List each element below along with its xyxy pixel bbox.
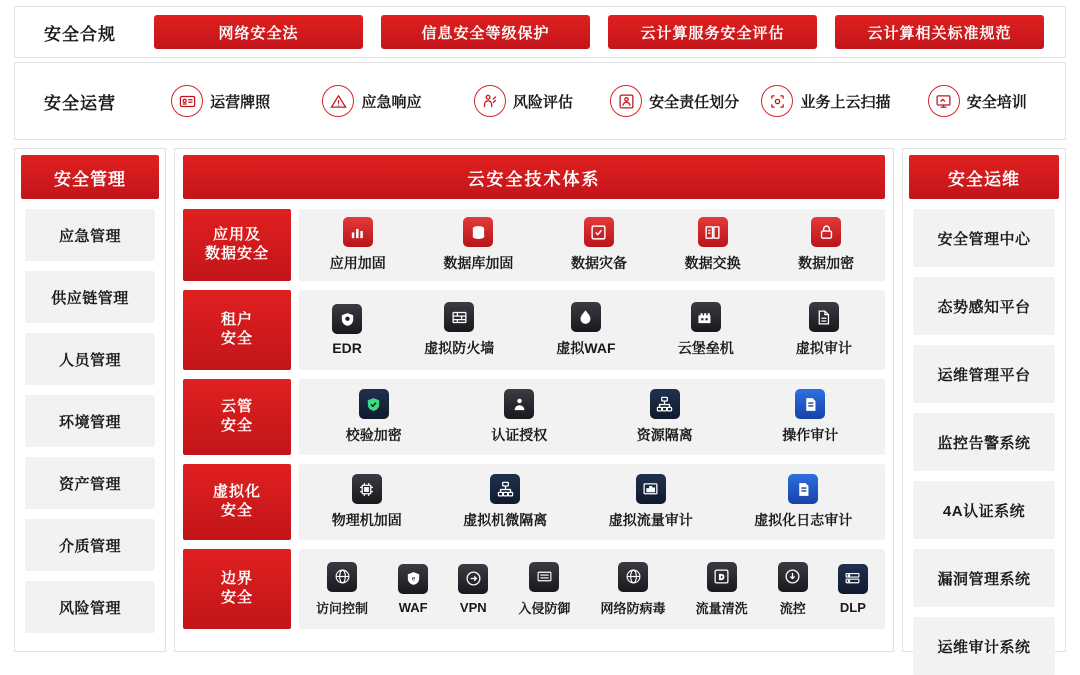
- cell-label: 操作审计: [782, 427, 839, 443]
- cell-label: 虚拟WAF: [556, 340, 616, 356]
- cell-flow-control[interactable]: [776, 562, 810, 617]
- training-icon: [928, 85, 960, 117]
- row-cloud-mgmt-security: [183, 379, 885, 455]
- auth-person-icon: [504, 389, 534, 419]
- security-management-column: [14, 148, 166, 652]
- sidebar-item-personnel[interactable]: 人员管理: [25, 333, 155, 385]
- row-app-data-security: [183, 209, 885, 281]
- cell-resource-isolation[interactable]: [635, 389, 695, 445]
- cell-label: 认证授权: [491, 427, 548, 443]
- row-label-line1: 虚拟化: [212, 483, 261, 501]
- sidebar-item-ops-management-platform[interactable]: 运维管理平台: [913, 345, 1055, 403]
- cell-data-backup[interactable]: [569, 217, 629, 273]
- row-label-line1: 边界: [220, 570, 253, 588]
- operation-item-risk-assessment[interactable]: [448, 85, 599, 117]
- sidebar-item-asset[interactable]: 资产管理: [25, 457, 155, 509]
- sidebar-item-monitoring-alarm[interactable]: 监控告警系统: [913, 413, 1055, 471]
- operation-item-label: 运营牌照: [210, 93, 271, 111]
- data-backup-icon: [584, 217, 614, 247]
- row-body-boundary-security: [299, 549, 885, 629]
- cell-label: 入侵防御: [518, 600, 571, 616]
- access-control-icon: [327, 562, 357, 592]
- virtual-audit-icon: [809, 302, 839, 332]
- row-label-boundary-security: [183, 549, 291, 629]
- row-label-virtualization-security: [183, 464, 291, 540]
- svg-text:D: D: [719, 573, 725, 582]
- cell-label: 数据灾备: [570, 255, 627, 271]
- cell-label: 应用加固: [329, 255, 386, 271]
- waf-shield-icon: [398, 564, 428, 594]
- sidebar-item-vulnerability-management[interactable]: 漏洞管理系统: [913, 549, 1055, 607]
- operation-item-emergency-response[interactable]: [296, 85, 447, 117]
- cell-virtual-waf[interactable]: [554, 302, 617, 358]
- sidebar-item-risk[interactable]: 风险管理: [25, 581, 155, 633]
- svg-text:e: e: [411, 575, 415, 583]
- operation-item-license[interactable]: [145, 85, 296, 117]
- compliance-chip[interactable]: 网络安全法: [154, 15, 363, 49]
- cell-label: EDR: [332, 340, 362, 356]
- row-label-line2: 数据安全: [204, 245, 269, 262]
- sidebar-item-ops-audit[interactable]: 运维审计系统: [913, 617, 1055, 675]
- cell-label: 校验加密: [345, 427, 402, 443]
- cell-label: 虚拟化日志审计: [754, 512, 853, 528]
- cell-label: 访问控制: [316, 600, 369, 616]
- operation-band-items: [145, 85, 1065, 117]
- cell-data-encrypt[interactable]: [796, 217, 856, 273]
- cell-app-harden[interactable]: [328, 217, 388, 273]
- cell-label: 数据交换: [684, 255, 741, 271]
- cell-verify-encrypt[interactable]: [344, 389, 404, 445]
- operation-item-label: 安全责任划分: [649, 93, 740, 111]
- row-tenant-security: [183, 290, 885, 370]
- cell-virtual-firewall[interactable]: [422, 302, 496, 358]
- physical-host-harden-icon: [352, 474, 382, 504]
- compliance-chip[interactable]: 云计算相关标准规范: [835, 15, 1044, 49]
- cell-database-harden[interactable]: [441, 217, 515, 273]
- cell-traffic-cleaning[interactable]: [694, 562, 750, 617]
- cell-label: 虚拟审计: [795, 340, 852, 356]
- cell-label: 流量清洗: [695, 600, 748, 616]
- sidebar-item-4a-authentication[interactable]: 4A认证系统: [913, 481, 1055, 539]
- traffic-cleaning-icon: [707, 562, 737, 592]
- row-label-line1: 云管: [220, 398, 253, 416]
- virtual-traffic-audit-icon: [636, 474, 666, 504]
- cell-virtual-traffic-audit[interactable]: [607, 474, 695, 530]
- virtual-firewall-icon: [444, 302, 474, 332]
- compliance-band-title: 安全合规: [44, 24, 116, 44]
- sidebar-item-emergency[interactable]: 应急管理: [25, 209, 155, 261]
- compliance-chip[interactable]: 云计算服务安全评估: [608, 15, 817, 49]
- cloud-security-tech-system: [174, 148, 894, 652]
- security-management-title: 安全管理: [21, 155, 159, 199]
- sidebar-item-situational-awareness[interactable]: 态势感知平台: [913, 277, 1055, 335]
- compliance-band-items: [145, 15, 1065, 49]
- verify-encrypt-shield-icon: [359, 389, 389, 419]
- row-virtualization-security: [183, 464, 885, 540]
- cell-data-exchange[interactable]: [683, 217, 743, 273]
- operation-band: [14, 62, 1066, 140]
- virtualization-log-audit-icon: [788, 474, 818, 504]
- cell-dlp[interactable]: [836, 564, 870, 615]
- app-harden-icon: [343, 217, 373, 247]
- sidebar-item-supply-chain[interactable]: 供应链管理: [25, 271, 155, 323]
- data-encrypt-lock-icon: [811, 217, 841, 247]
- virtual-waf-icon: [571, 302, 601, 332]
- operation-audit-icon: [795, 389, 825, 419]
- cell-label: 物理机加固: [331, 512, 402, 528]
- row-boundary-security: [183, 549, 885, 629]
- row-label-line2: 安全: [220, 502, 253, 519]
- cell-label: 数据库加固: [443, 255, 514, 271]
- edr-icon: [332, 304, 362, 334]
- cell-access-control[interactable]: [314, 562, 370, 617]
- cell-edr[interactable]: [330, 304, 364, 356]
- cell-label: 资源隔离: [636, 427, 693, 443]
- operation-item-training[interactable]: [902, 85, 1053, 117]
- operation-item-label: 风险评估: [512, 93, 573, 111]
- scan-icon: [761, 85, 793, 117]
- warning-triangle-icon: [322, 85, 354, 117]
- responsibility-icon: [610, 85, 642, 117]
- compliance-chip[interactable]: 信息安全等级保护: [381, 15, 590, 49]
- database-harden-icon: [463, 217, 493, 247]
- cell-label: WAF: [398, 599, 428, 615]
- cell-operation-audit[interactable]: [780, 389, 840, 445]
- sidebar-item-security-management-center[interactable]: 安全管理中心: [913, 209, 1055, 267]
- row-body-tenant-security: [299, 290, 885, 370]
- security-operations-title: 安全运维: [909, 155, 1059, 199]
- data-exchange-icon: [698, 217, 728, 247]
- cell-label: 虚拟防火墙: [424, 340, 495, 356]
- bastion-host-icon: [691, 302, 721, 332]
- cell-virtual-audit[interactable]: [794, 302, 854, 358]
- operation-band-title: 安全运营: [44, 93, 116, 113]
- cell-label: 云堡垒机: [677, 340, 734, 356]
- security-operations-column: [902, 148, 1066, 656]
- row-label-cloud-mgmt-security: [183, 379, 291, 455]
- row-label-line1: 应用及: [212, 226, 261, 244]
- row-body-virtualization-security: [299, 464, 885, 540]
- operation-item-responsibility[interactable]: [599, 85, 750, 117]
- cell-bastion-host[interactable]: [676, 302, 736, 358]
- row-label-app-data-security: [183, 209, 291, 281]
- cell-label: DLP: [839, 599, 866, 615]
- row-label-line1: 租户: [220, 311, 253, 329]
- vm-micro-isolation-icon: [490, 474, 520, 504]
- cell-ips[interactable]: [516, 562, 572, 617]
- cell-virtualization-log-audit[interactable]: [752, 474, 854, 530]
- row-body-app-data-security: [299, 209, 885, 281]
- cell-physical-host-harden[interactable]: [330, 474, 404, 530]
- flow-control-icon: [778, 562, 808, 592]
- cell-label: 虚拟机微隔离: [463, 512, 548, 528]
- cell-waf[interactable]: [396, 564, 430, 615]
- compliance-band: [14, 6, 1066, 58]
- operation-item-label: 应急响应: [361, 93, 422, 111]
- sidebar-item-media[interactable]: 介质管理: [25, 519, 155, 571]
- license-icon: [171, 85, 203, 117]
- vpn-icon: [458, 564, 488, 594]
- row-label-tenant-security: [183, 290, 291, 370]
- row-label-line2: 安全: [220, 330, 253, 347]
- cloud-security-title: 云安全技术体系: [183, 155, 885, 199]
- cell-label: 流控: [779, 600, 806, 616]
- row-label-line2: 安全: [220, 589, 253, 606]
- risk-person-icon: [474, 85, 506, 117]
- operation-item-label: 安全培训: [966, 93, 1027, 111]
- dlp-icon: [838, 564, 868, 594]
- cell-antivirus[interactable]: [599, 562, 668, 617]
- row-body-cloud-mgmt-security: [299, 379, 885, 455]
- operation-item-label: 业务上云扫描: [800, 93, 891, 111]
- cell-label: 网络防病毒: [600, 600, 666, 616]
- cell-label: VPN: [459, 599, 487, 615]
- row-label-line2: 安全: [220, 417, 253, 434]
- cell-auth-authorization[interactable]: [489, 389, 549, 445]
- operation-item-cloud-scan[interactable]: [750, 85, 901, 117]
- ips-icon: [529, 562, 559, 592]
- cell-label: 虚拟流量审计: [608, 512, 693, 528]
- antivirus-globe-icon: [618, 562, 648, 592]
- sidebar-item-environment[interactable]: 环境管理: [25, 395, 155, 447]
- cell-vpn[interactable]: [456, 564, 490, 615]
- cell-label: 数据加密: [798, 255, 855, 271]
- resource-isolation-icon: [650, 389, 680, 419]
- cell-vm-micro-isolation[interactable]: [461, 474, 549, 530]
